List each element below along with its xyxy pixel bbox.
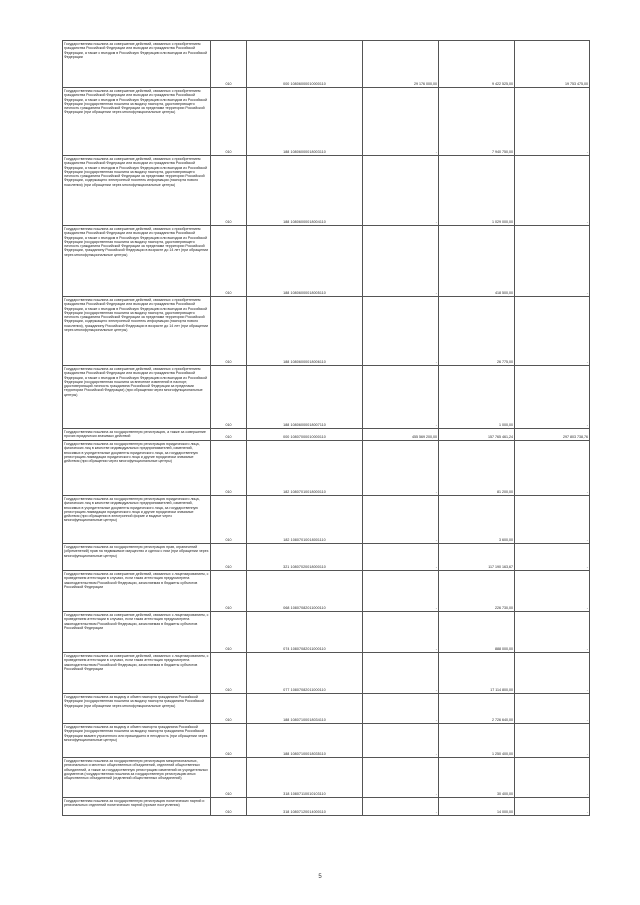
unexecuted-amount: - [515, 758, 590, 798]
unexecuted-amount: - [515, 226, 590, 297]
executed-amount: 7 940 750,00 [439, 88, 515, 156]
unexecuted-amount: - [515, 544, 590, 571]
table-row [63, 758, 590, 798]
executed-amount: 117 190 163,67 [439, 544, 515, 571]
line-code: 010 [211, 724, 247, 758]
item-name: Государственная пошлина за государственную регистрацию межрегиональных, региональных и местных общественных объединений, отделений общественных объединений, а также за государственную регистрацию изменений их учредительных документов (государственная пошлина за государственную регистрацию иных общественных объединений (отделений общественных объединений) [63, 758, 211, 798]
item-name: Государственная пошлина за совершение действий, связанных с приобретением гражданства Российской Федерации или выходом из гражданства Российской Федерации, а также с въездом в Российскую Федерацию или выездом из Российской Федерации [63, 41, 211, 88]
budget-classification-code: 077 10807082011000110 [247, 653, 363, 694]
unexecuted-amount: - [515, 366, 590, 429]
budget-classification-code: 182 10807010018001110 [247, 496, 363, 544]
budget-classification-code: 188 10806000018007110 [247, 366, 363, 429]
approved-amount: - [363, 496, 439, 544]
unexecuted-amount: - [515, 88, 590, 156]
approved-amount: - [363, 156, 439, 226]
budget-classification-code: 318 10807110010103110 [247, 758, 363, 798]
item-name: Государственная пошлина за совершение действий, связанных с лицензированием, с проведением аттестации в случаях, если такая аттестация предусмотрена законодательством Российской Федерации, зачисляемая в бюджеты субъектов Российской Федерации [63, 612, 211, 653]
item-name: Государственная пошлина за совершение действий, связанных с лицензированием, с проведением аттестации в случаях, если такая аттестация предусмотрена законодательством Российской Федерации, зачисляемая в бюджеты субъектов Российской Федерации [63, 571, 211, 612]
item-name: Государственная пошлина за государственную регистрацию, а также за совершение прочих юридически значимых действий [63, 429, 211, 441]
budget-classification-code: 188 10806000018004110 [247, 156, 363, 226]
table-row [63, 366, 590, 429]
budget-classification-code: 188 10806000018005110 [247, 226, 363, 297]
line-code: 010 [211, 571, 247, 612]
item-name: Государственная пошлина за государственную регистрацию политических партий и региональных отделений политических партий (прочие поступления) [63, 798, 211, 816]
line-code: 010 [211, 758, 247, 798]
approved-amount: - [363, 612, 439, 653]
item-name: Государственная пошлина за совершение действий, связанных с приобретением гражданства Российской Федерации или выходом из гражданства Российской Федерации, а также с въездом в Российскую Федерацию или выездом из Российской Федерации (государственная пошлина за выдачу паспорта, удостоверяющего личность гражданина Российской Федерации за пределами территории Российской Федерации, содержащего электронный носитель информации (паспорта нового поколения), гражданину Российской Федерации в возрасте до 14 лет (при обращении через многофункциональные центры) [63, 297, 211, 366]
item-name: Государственная пошлина за совершение действий, связанных с лицензированием, с проведением аттестации в случаях, если такая аттестация предусмотрена законодательством Российской Федерации, зачисляемая в бюджеты субъектов Российской Федерации [63, 653, 211, 694]
approved-amount: 455 569 200,00 [363, 429, 439, 441]
page-number: 5 [318, 874, 322, 880]
table-row [63, 41, 590, 88]
budget-classification-code: 000 10807000010000110 [247, 429, 363, 441]
unexecuted-amount: - [515, 653, 590, 694]
executed-amount: 1 000,00 [439, 366, 515, 429]
budget-classification-code: 182 10807010018000110 [247, 441, 363, 496]
table-row [63, 88, 590, 156]
executed-amount: 157 765 461,24 [439, 429, 515, 441]
executed-amount: 226 730,00 [439, 571, 515, 612]
executed-amount: 9 422 525,00 [439, 41, 515, 88]
approved-amount: 29 176 000,00 [363, 41, 439, 88]
line-code: 010 [211, 544, 247, 571]
executed-amount: 1 250 400,00 [439, 724, 515, 758]
table-row [63, 429, 590, 441]
item-name: Государственная пошлина за выдачу и обмен паспорта гражданина Российской Федерации (государственная пошлина за выдачу паспорта гражданина Российской Федерации (при обращении через многофункциональные центры) [63, 694, 211, 724]
budget-classification-code: 000 10806000010000110 [247, 41, 363, 88]
approved-amount: - [363, 694, 439, 724]
approved-amount: - [363, 366, 439, 429]
budget-classification-code: 318 10807120014000110 [247, 798, 363, 816]
approved-amount: - [363, 297, 439, 366]
budget-classification-code: 074 10807082011000110 [247, 612, 363, 653]
item-name: Государственная пошлина за выдачу и обмен паспорта гражданина Российской Федерации (государственная пошлина за выдачу паспорта гражданина Российской Федерации взамен утраченного или пришедшего в негодность (при обращении через многофункциональные центры) [63, 724, 211, 758]
table-row [63, 297, 590, 366]
line-code: 010 [211, 297, 247, 366]
budget-classification-code: 068 10807082011000110 [247, 571, 363, 612]
table-row [63, 571, 590, 612]
approved-amount: - [363, 226, 439, 297]
table-row [63, 226, 590, 297]
line-code: 010 [211, 226, 247, 297]
table-row [63, 612, 590, 653]
line-code: 010 [211, 694, 247, 724]
table-row [63, 156, 590, 226]
unexecuted-amount: 297 803 738,76 [515, 429, 590, 441]
line-code: 010 [211, 366, 247, 429]
executed-amount: 3 600,00 [439, 496, 515, 544]
unexecuted-amount: - [515, 156, 590, 226]
item-name: Государственная пошлина за совершение действий, связанных с приобретением гражданства Российской Федерации или выходом из гражданства Российской Федерации, а также с въездом в Российскую Федерацию или выездом из Российской Федерации (государственная пошлина за выдачу паспорта, удостоверяющего личность гражданина Российской Федерации за пределами территории Российской Федерации, гражданину Российской Федерации в возрасте до 14 лет (при обращении через многофункциональные центры) [63, 226, 211, 297]
unexecuted-amount: - [515, 441, 590, 496]
budget-classification-code: 321 10807020018000110 [247, 544, 363, 571]
approved-amount: - [363, 441, 439, 496]
line-code: 010 [211, 496, 247, 544]
executed-amount: 888 000,00 [439, 612, 515, 653]
executed-amount: 17 114 800,00 [439, 653, 515, 694]
budget-classification-code: 188 10806000018006110 [247, 297, 363, 366]
budget-classification-code: 188 10807100018034110 [247, 694, 363, 724]
item-name: Государственная пошлина за совершение действий, связанных с приобретением гражданства Российской Федерации или выходом из гражданства Российской Федерации, а также с въездом в Российскую Федерацию или выездом из Российской Федерации (государственная пошлина за выдачу паспорта, удостоверяющего личность гражданина Российской Федерации за пределами территории Российской Федерации, содержащего электронный носитель информации (паспорта нового поколения) (при обращении через многофункциональные центры) [63, 156, 211, 226]
unexecuted-amount: - [515, 571, 590, 612]
line-code: 010 [211, 653, 247, 694]
executed-amount: 2 726 640,00 [439, 694, 515, 724]
budget-classification-code: 188 10807100018035110 [247, 724, 363, 758]
unexecuted-amount: - [515, 798, 590, 816]
approved-amount: - [363, 724, 439, 758]
table-row [63, 544, 590, 571]
revenue-table [62, 40, 590, 816]
item-name: Государственная пошлина за совершение действий, связанных с приобретением гражданства Российской Федерации или выходом из гражданства Российской Федерации, а также с въездом в Российскую Федерацию или выездом из Российской Федерации (государственная пошлина за внесение изменений в паспорт, удостоверяющий личность гражданина Российской Федерации за пределами территории Российской Федерации) (при обращении через многофункциональные центры) [63, 366, 211, 429]
table-row [63, 441, 590, 496]
table-row [63, 653, 590, 694]
line-code: 010 [211, 88, 247, 156]
approved-amount: - [363, 653, 439, 694]
unexecuted-amount: - [515, 612, 590, 653]
item-name: Государственная пошлина за государственную регистрацию юридического лица, физических лиц в качестве индивидуальных предпринимателей, изменений, вносимых в учредительные документы юридического лица, за государственную регистрацию ликвидации юридического лица и другие юридически значимые действия (при обращении через многофункциональные центры) [63, 441, 211, 496]
approved-amount: - [363, 544, 439, 571]
executed-amount: 1 029 000,00 [439, 156, 515, 226]
unexecuted-amount: - [515, 694, 590, 724]
unexecuted-amount: - [515, 724, 590, 758]
executed-amount: 30 400,00 [439, 758, 515, 798]
budget-classification-code: 188 10806000018003110 [247, 88, 363, 156]
line-code: 010 [211, 429, 247, 441]
line-code: 010 [211, 41, 247, 88]
approved-amount: - [363, 758, 439, 798]
executed-amount: 418 500,00 [439, 226, 515, 297]
approved-amount: - [363, 798, 439, 816]
table-row [63, 496, 590, 544]
line-code: 010 [211, 441, 247, 496]
line-code: 010 [211, 156, 247, 226]
unexecuted-amount: 19 753 475,00 [515, 41, 590, 88]
approved-amount: - [363, 571, 439, 612]
executed-amount: 26 775,00 [439, 297, 515, 366]
item-name: Государственная пошлина за государственную регистрацию юридического лица, физических лиц в качестве индивидуальных предпринимателей, изменений, вносимых в учредительные документы юридического лица, за государственную регистрацию ликвидации юридического лица и другие юридически значимые действия (при обращении в электронной форме и выдаче через многофункциональные центры) [63, 496, 211, 544]
table-row [63, 694, 590, 724]
table-row [63, 798, 590, 816]
unexecuted-amount: - [515, 496, 590, 544]
approved-amount: - [363, 88, 439, 156]
unexecuted-amount: - [515, 297, 590, 366]
line-code: 010 [211, 798, 247, 816]
executed-amount: 14 000,00 [439, 798, 515, 816]
table-row [63, 724, 590, 758]
line-code: 010 [211, 612, 247, 653]
executed-amount: 81 200,00 [439, 441, 515, 496]
item-name: Государственная пошлина за государственную регистрацию прав, ограничений (обременений) прав на недвижимое имущество и сделок с ним (при обращении через многофункциональные центры) [63, 544, 211, 571]
item-name: Государственная пошлина за совершение действий, связанных с приобретением гражданства Российской Федерации или выходом из гражданства Российской Федерации, а также с въездом в Российскую Федерацию или выездом из Российской Федерации (государственная пошлина за выдачу паспорта, удостоверяющего личность гражданина Российской Федерации за пределами территории Российской Федерации (при обращении через многофункциональные центры) [63, 88, 211, 156]
